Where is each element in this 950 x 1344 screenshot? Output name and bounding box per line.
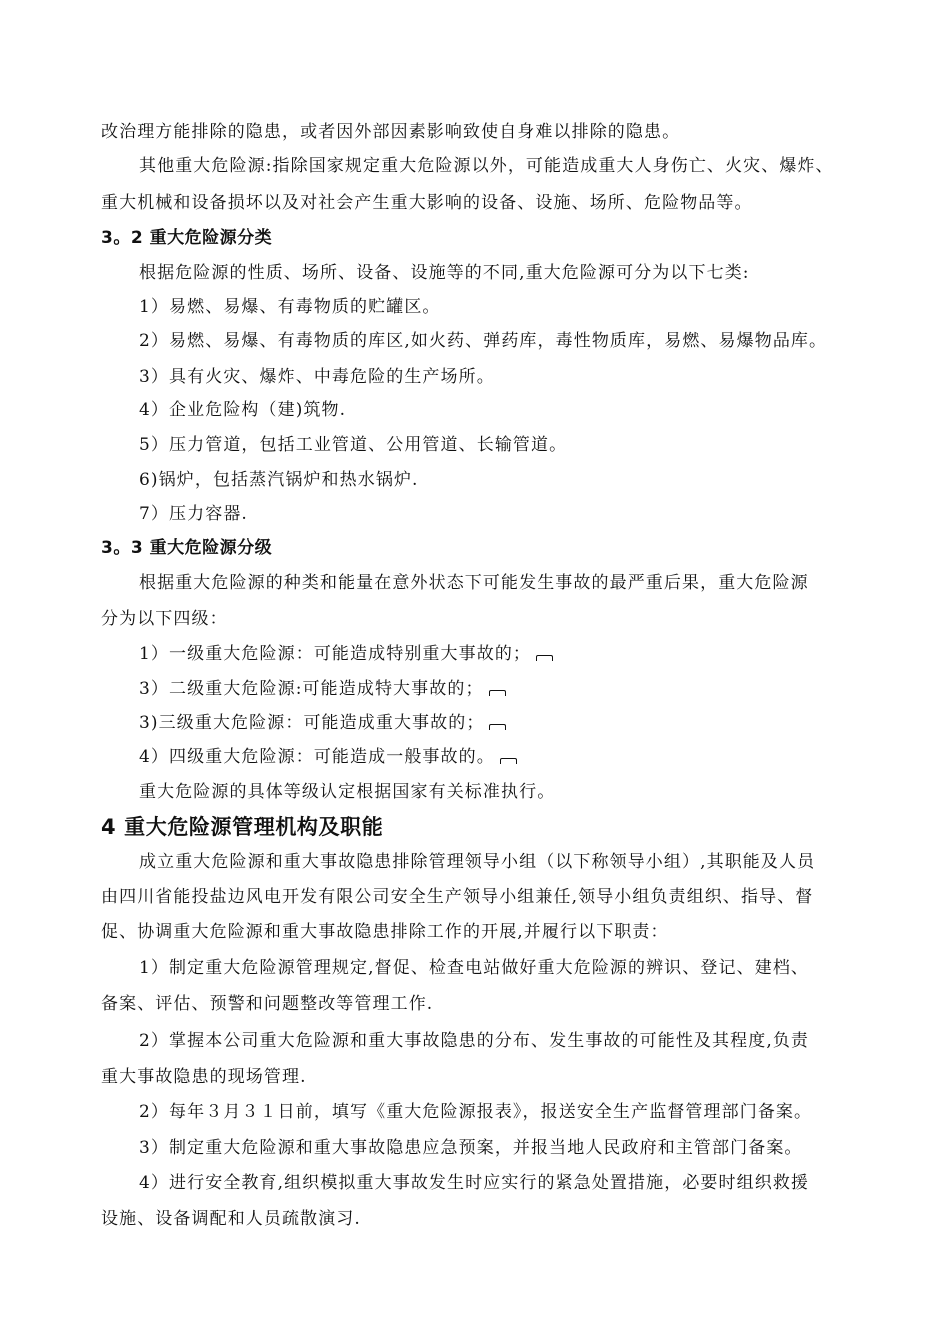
section-heading-4: 4 重大危险源管理机构及职能 (101, 815, 384, 839)
list-item: 3）具有火灾、爆炸、中毒危险的生产场所。 (139, 367, 495, 387)
list-item-text: 3)三级重大危险源：可能造成重大事故的； (139, 713, 485, 733)
list-item-text: 3）二级重大危险源:可能造成特大事故的； (139, 679, 484, 699)
list-item: 1）易燃、易爆、有毒物质的贮罐区。 (139, 297, 441, 317)
paragraph-line: 分为以下四级： (101, 609, 228, 629)
paragraph-line: 备案、评估、预警和问题整改等管理工作. (101, 994, 434, 1014)
paragraph-line: 由四川省能投盐边风电开发有限公司安全生产领导小组兼任,领导小组负责组织、指导、督 (101, 887, 814, 907)
list-item: 7）压力容器. (139, 504, 248, 524)
list-item (139, 712, 506, 734)
line-break-mark-icon (500, 758, 517, 764)
line-break-mark-icon (489, 724, 506, 730)
list-item: 2）每年３月３１日前，填写《重大危险源报表》，报送安全生产监督管理部门备案。 (139, 1102, 813, 1122)
paragraph-line: 其他重大危险源:指除国家规定重大危险源以外，可能造成重大人身伤亡、火灾、爆炸、 (139, 156, 834, 176)
paragraph-line: 设施、设备调配和人员疏散演习. (101, 1209, 361, 1229)
list-item: 2）掌握本公司重大危险源和重大事故隐患的分布、发生事故的可能性及其程度,负责 (139, 1031, 810, 1051)
section-heading-3-2: 3。2 重大危险源分类 (101, 228, 273, 248)
line-break-mark-icon (489, 690, 506, 696)
list-item-text: 4）四级重大危险源：可能造成一般事故的。 (139, 747, 495, 767)
paragraph-line: 重大事故隐患的现场管理. (101, 1067, 307, 1087)
paragraph-line: 促、协调重大危险源和重大事故隐患排除工作的开展,并履行以下职责： (101, 922, 669, 942)
list-item (139, 678, 506, 700)
list-item: 1）制定重大危险源管理规定,督促、检查电站做好重大危险源的辨识、登记、建档、 (139, 958, 810, 978)
list-item: 2）易燃、易爆、有毒物质的库区,如火药、弹药库，毒性物质库，易燃、易爆物品库。 (139, 331, 828, 351)
section-heading-3-3: 3。3 重大危险源分级 (101, 538, 273, 558)
paragraph-line: 成立重大危险源和重大事故隐患排除管理领导小组（以下称领导小组）,其职能及人员 (139, 852, 816, 872)
list-item-text: 1）一级重大危险源：可能造成特别重大事故的； (139, 644, 532, 664)
paragraph-line: 重大危险源的具体等级认定根据国家有关标准执行。 (139, 782, 556, 802)
list-item: 3）制定重大危险源和重大事故隐患应急预案，并报当地人民政府和主管部门备案。 (139, 1138, 803, 1158)
paragraph-line: 根据重大危险源的种类和能量在意外状态下可能发生事故的最严重后果，重大危险源 (139, 573, 809, 593)
paragraph-line: 重大机械和设备损坏以及对社会产生重大影响的设备、设施、场所、危险物品等。 (101, 193, 753, 213)
list-item: 4）进行安全教育,组织模拟重大事故发生时应实行的紧急处置措施，必要时组织救援 (139, 1173, 810, 1193)
list-item (139, 643, 553, 665)
line-break-mark-icon (536, 655, 553, 661)
paragraph-line: 根据危险源的性质、场所、设备、设施等的不同,重大危险源可分为以下七类: (139, 263, 750, 283)
paragraph-line: 改治理方能排除的隐患，或者因外部因素影响致使自身难以排除的隐患。 (101, 122, 681, 142)
list-item (139, 746, 517, 768)
list-item: 4）企业危险构（建)筑物. (139, 400, 347, 420)
list-item: 6)锅炉，包括蒸汽锅炉和热水锅炉. (139, 470, 419, 490)
list-item: 5）压力管道，包括工业管道、公用管道、长输管道。 (139, 435, 568, 455)
